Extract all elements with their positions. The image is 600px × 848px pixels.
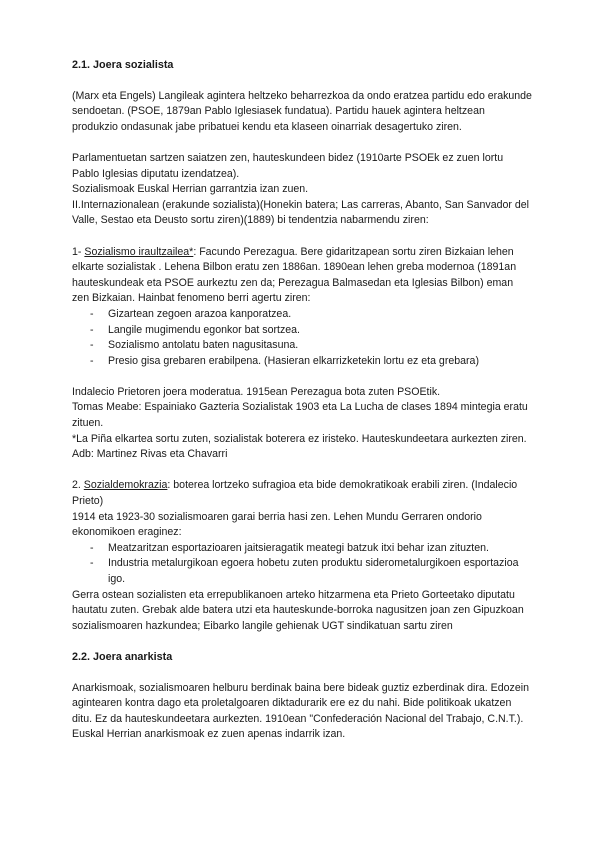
term-sozialdemokrazia: Sozialdemokrazia [83,479,168,492]
section-heading-anarkista: 2.2. Joera anarkista [72,650,173,663]
paragraph: Parlamentuetan sartzen saiatzen zen, hauteskundeen bidez (1910arte PSOEk ez zuen lortu Pablo Iglesias diputatu izendatzea). [72,151,504,180]
list-item: - Langile mugimendu egonkor bat sortzea. [72,323,532,339]
section-heading-socialista: 2.1. Joera sozialista [72,59,174,71]
list-item-sozialdemokrazia [72,478,532,509]
list-item: - Industria metalurgikoan egoera hobetu zuten produktu siderometalurgikoen esportazioa igo. [72,556,532,587]
item-number: 2. [72,479,84,492]
dash-list [72,541,532,588]
paragraph: *La Piña elkartea sortu zuten, sozialistak boterera ez iristeko. Hauteskundeetara aurkezten ziren. Adb: Martinez Rivas eta Chavarri [72,432,527,461]
paragraph: Anarkismoak, sozialismoaren helburu berdinak baina bere bideak guztiz ezberdinak dira. Edozein agintearen kontra dago eta proletalgoaren diktadurarik ere ez du nahi. Bide politikoak ukatzen ditu. Ez da hauteskundeetara aurkezten. 1910ean "Confederación Nacional del Trabajo, C.N.T.). Euskal Herrian anarkismoak ez zuen apenas indarrik izan. [72,681,529,741]
paragraph: Gerra ostean sozialisten eta errepublikanoen arteko hitzarmena eta Prieto Gorteetako diputatu hautatu zuten. Grebak alde batera utzi eta hauteskunde-borroka nagusitzen joan zen Gipuzkoan sozialismoaren hazkundea; Eibarko langile gehienak UGT sindikatuan sartu ziren [72,588,524,632]
paragraph: 1914 eta 1923-30 sozialismoaren garai berria hasi zen. Lehen Mundu Gerraren ondorio ekonomikoen eraginez: [72,510,482,539]
list-item: - Meatzaritzan esportazioaren jaitsieragatik meategi batzuk itxi behar izan zituzten. [72,541,532,557]
paragraph: (Marx eta Engels) Langileak agintera heltzeko beharrezkoa da ondo eratzea partidu edo erakunde sendoetan. (PSOE, 1879an Pablo Iglesiasek fundatua). Partidu hauek agintera heltzean produkzio ondasunak jabe pribatuei kendu eta klaseen oinarriak desagertuko ziren. [72,89,532,133]
paragraph: Indalecio Prietoren joera moderatua. 1915ean Perezagua bota zuten PSOEtik. [72,385,441,398]
paragraph: II.Internazionalean (erakunde sozialista)(Honekin batera; Las carreras, Abanto, San Sanvador del Valle, Sestao eta Deusto sortu ziren)(1889) bi tendentzia nabarmendu ziren: [72,198,529,227]
paragraph: Sozialismoak Euskal Herrian garrantzia izan zuen. [72,183,309,196]
item-number: 1- [72,245,85,258]
list-item: - Gizartean zegoen arazoa kanporatzea. [72,307,532,323]
dash-list [72,307,532,369]
document-page [72,58,532,743]
item-text: : boterea lortzeko sufragioa eta bide demokratikoak erabili ziren. (Indalecio Prieto) [72,479,518,508]
list-item: - Sozialismo antolatu baten nagusitasuna. [72,338,532,354]
list-item: - Presio gisa grebaren erabilpena. (Hasieran elkarrizketekin lortu ez eta grebara) [72,354,532,370]
item-text: : Facundo Perezagua. Bere gidaritzapean sortu ziren Bizkaian lehen elkarte sozialistak . Lehena Bilbon eratu zen 1886an. 1890ean lehen greba modernoa (1891an hauteskundeak eta PSOE aurkeztu zen da; Perezagua Balmasedan eta Iglesias Bilbon) eman zen Bizkaian. Hainbat fenomeno berri agertu ziren: [72,245,517,305]
list-item-sozialismo-iraultzailea [72,245,532,307]
term-sozialismo-iraultzailea: Sozialismo iraultzailea* [84,245,194,258]
paragraph: Tomas Meabe: Espainiako Gazteria Sozialistak 1903 eta La Lucha de clases 1894 mintegia eratu zituen. [72,401,528,430]
